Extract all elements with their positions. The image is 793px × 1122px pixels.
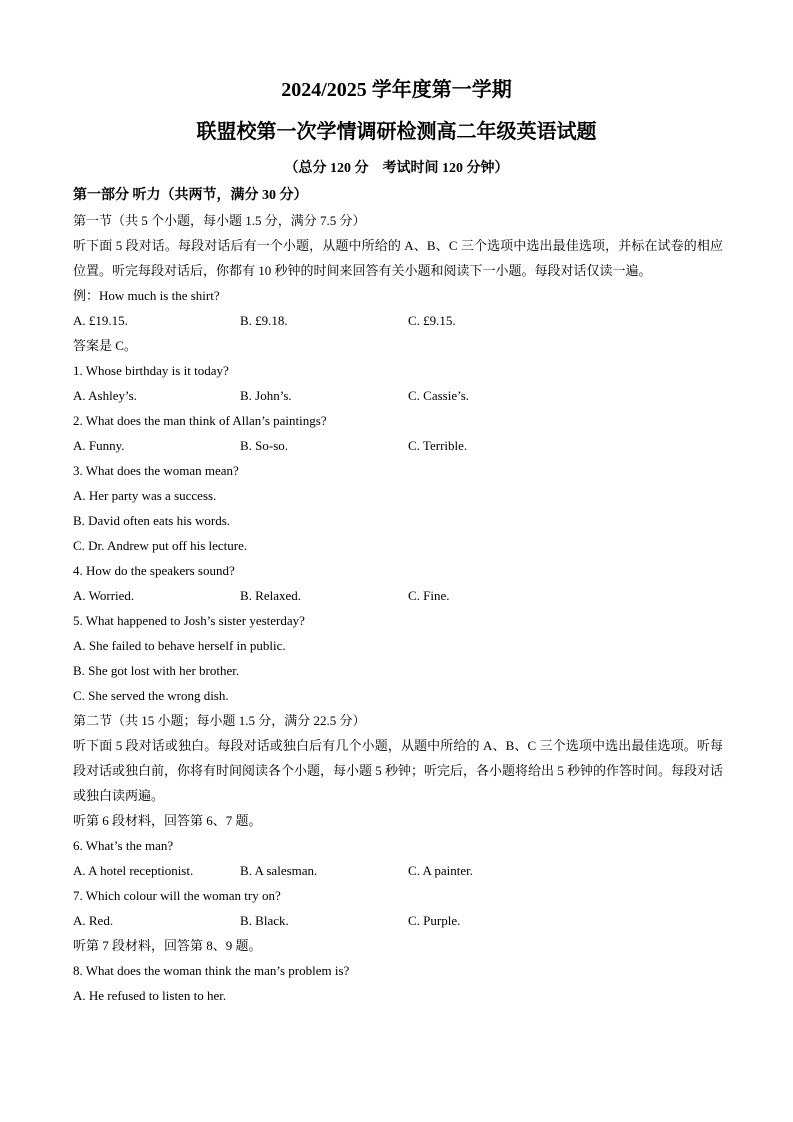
- question-1-options: [73, 383, 723, 408]
- question-1: 1. Whose birthday is it today?: [73, 363, 229, 378]
- q5-option-b: B. She got lost with her brother.: [73, 663, 240, 678]
- question-7: 7. Which colour will the woman try on?: [73, 888, 281, 903]
- question-3: 3. What does the woman mean?: [73, 463, 239, 478]
- q7-option-b: B. Black.: [240, 913, 289, 928]
- question-2: 2. What does the man think of Allan’s paintings?: [73, 413, 327, 428]
- q5-option-c: C. She served the wrong dish.: [73, 688, 229, 703]
- q4-option-a: A. Worried.: [73, 588, 135, 603]
- school-year-title: 2024/2025 学年度第一学期: [281, 79, 512, 101]
- question-7-options: [73, 908, 723, 933]
- question-4: 4. How do the speakers sound?: [73, 563, 235, 578]
- q6-option-a: A. A hotel receptionist.: [73, 863, 194, 878]
- material-6-note: 听第 6 段材料，回答第 6、7 题。: [73, 813, 262, 828]
- q3-option-a: A. Her party was a success.: [73, 488, 217, 503]
- q7-option-a: A. Red.: [73, 913, 114, 928]
- q2-option-a: A. Funny.: [73, 438, 125, 453]
- question-6-options: [73, 858, 723, 883]
- q7-option-c: C. Purple.: [408, 913, 461, 928]
- example-question: 例：How much is the shirt?: [73, 288, 220, 303]
- q4-option-b: B. Relaxed.: [240, 588, 302, 603]
- exam-title: 联盟校第一次学情调研检测高二年级英语试题: [196, 121, 597, 143]
- material-7-note: 听第 7 段材料，回答第 8、9 题。: [73, 938, 262, 953]
- question-2-options: [73, 433, 723, 458]
- q1-option-a: A. Ashley’s.: [73, 388, 137, 403]
- q8-option-a: A. He refused to listen to her.: [73, 988, 227, 1003]
- q2-option-c: C. Terrible.: [408, 438, 468, 453]
- question-8: 8. What does the woman think the man’s problem is?: [73, 963, 350, 978]
- example-option-b: B. £9.18.: [240, 313, 288, 328]
- exam-body: [73, 183, 723, 1008]
- q2-option-b: B. So-so.: [240, 438, 289, 453]
- section1-heading: 第一节（共 5 个小题，每小题 1.5 分，满分 7.5 分）: [73, 213, 366, 228]
- question-6: 6. What’s the man?: [73, 838, 174, 853]
- part1-heading: 第一部分 听力（共两节，满分 30 分）: [73, 188, 308, 203]
- q1-option-c: C. Cassie’s.: [408, 388, 470, 403]
- exam-subtitle: （总分 120 分 考试时间 120 分钟）: [284, 161, 509, 176]
- section2-heading: 第二节（共 15 小题；每小题 1.5 分，满分 22.5 分）: [73, 713, 366, 728]
- question-4-options: [73, 583, 723, 608]
- q5-option-a: A. She failed to behave herself in public.: [73, 638, 286, 653]
- section2-instructions: 听下面 5 段对话或独白。每段对话或独白后有几个小题，从题中所给的 A、B、C 三个选项中选出最佳选项。听每段对话或独白前，你将有时间阅读各个小题，每小题 5 秒钟；听完后，各小题将给出 5 秒钟的作答时间。每段对话或独白读两遍。: [73, 738, 724, 803]
- section1-instructions: 听下面 5 段对话。每段对话后有一个小题，从题中所给的 A、B、C 三个选项中选出最佳选项，并标在试卷的相应位置。听完每段对话后，你都有 10 秒钟的时间来回答有关小题和阅读下一小题。每段对话仅读一遍。: [73, 238, 723, 278]
- q3-option-b: B. David often eats his words.: [73, 513, 231, 528]
- example-options: [73, 308, 723, 333]
- question-5: 5. What happened to Josh’s sister yesterday?: [73, 613, 305, 628]
- q1-option-b: B. John’s.: [240, 388, 292, 403]
- example-answer: 答案是 C。: [73, 338, 137, 353]
- q6-option-b: B. A salesman.: [240, 863, 318, 878]
- q4-option-c: C. Fine.: [408, 588, 450, 603]
- q3-option-c: C. Dr. Andrew put off his lecture.: [73, 538, 248, 553]
- example-option-c: C. £9.15.: [408, 313, 456, 328]
- q6-option-c: C. A painter.: [408, 863, 473, 878]
- example-option-a: A. £19.15.: [73, 313, 128, 328]
